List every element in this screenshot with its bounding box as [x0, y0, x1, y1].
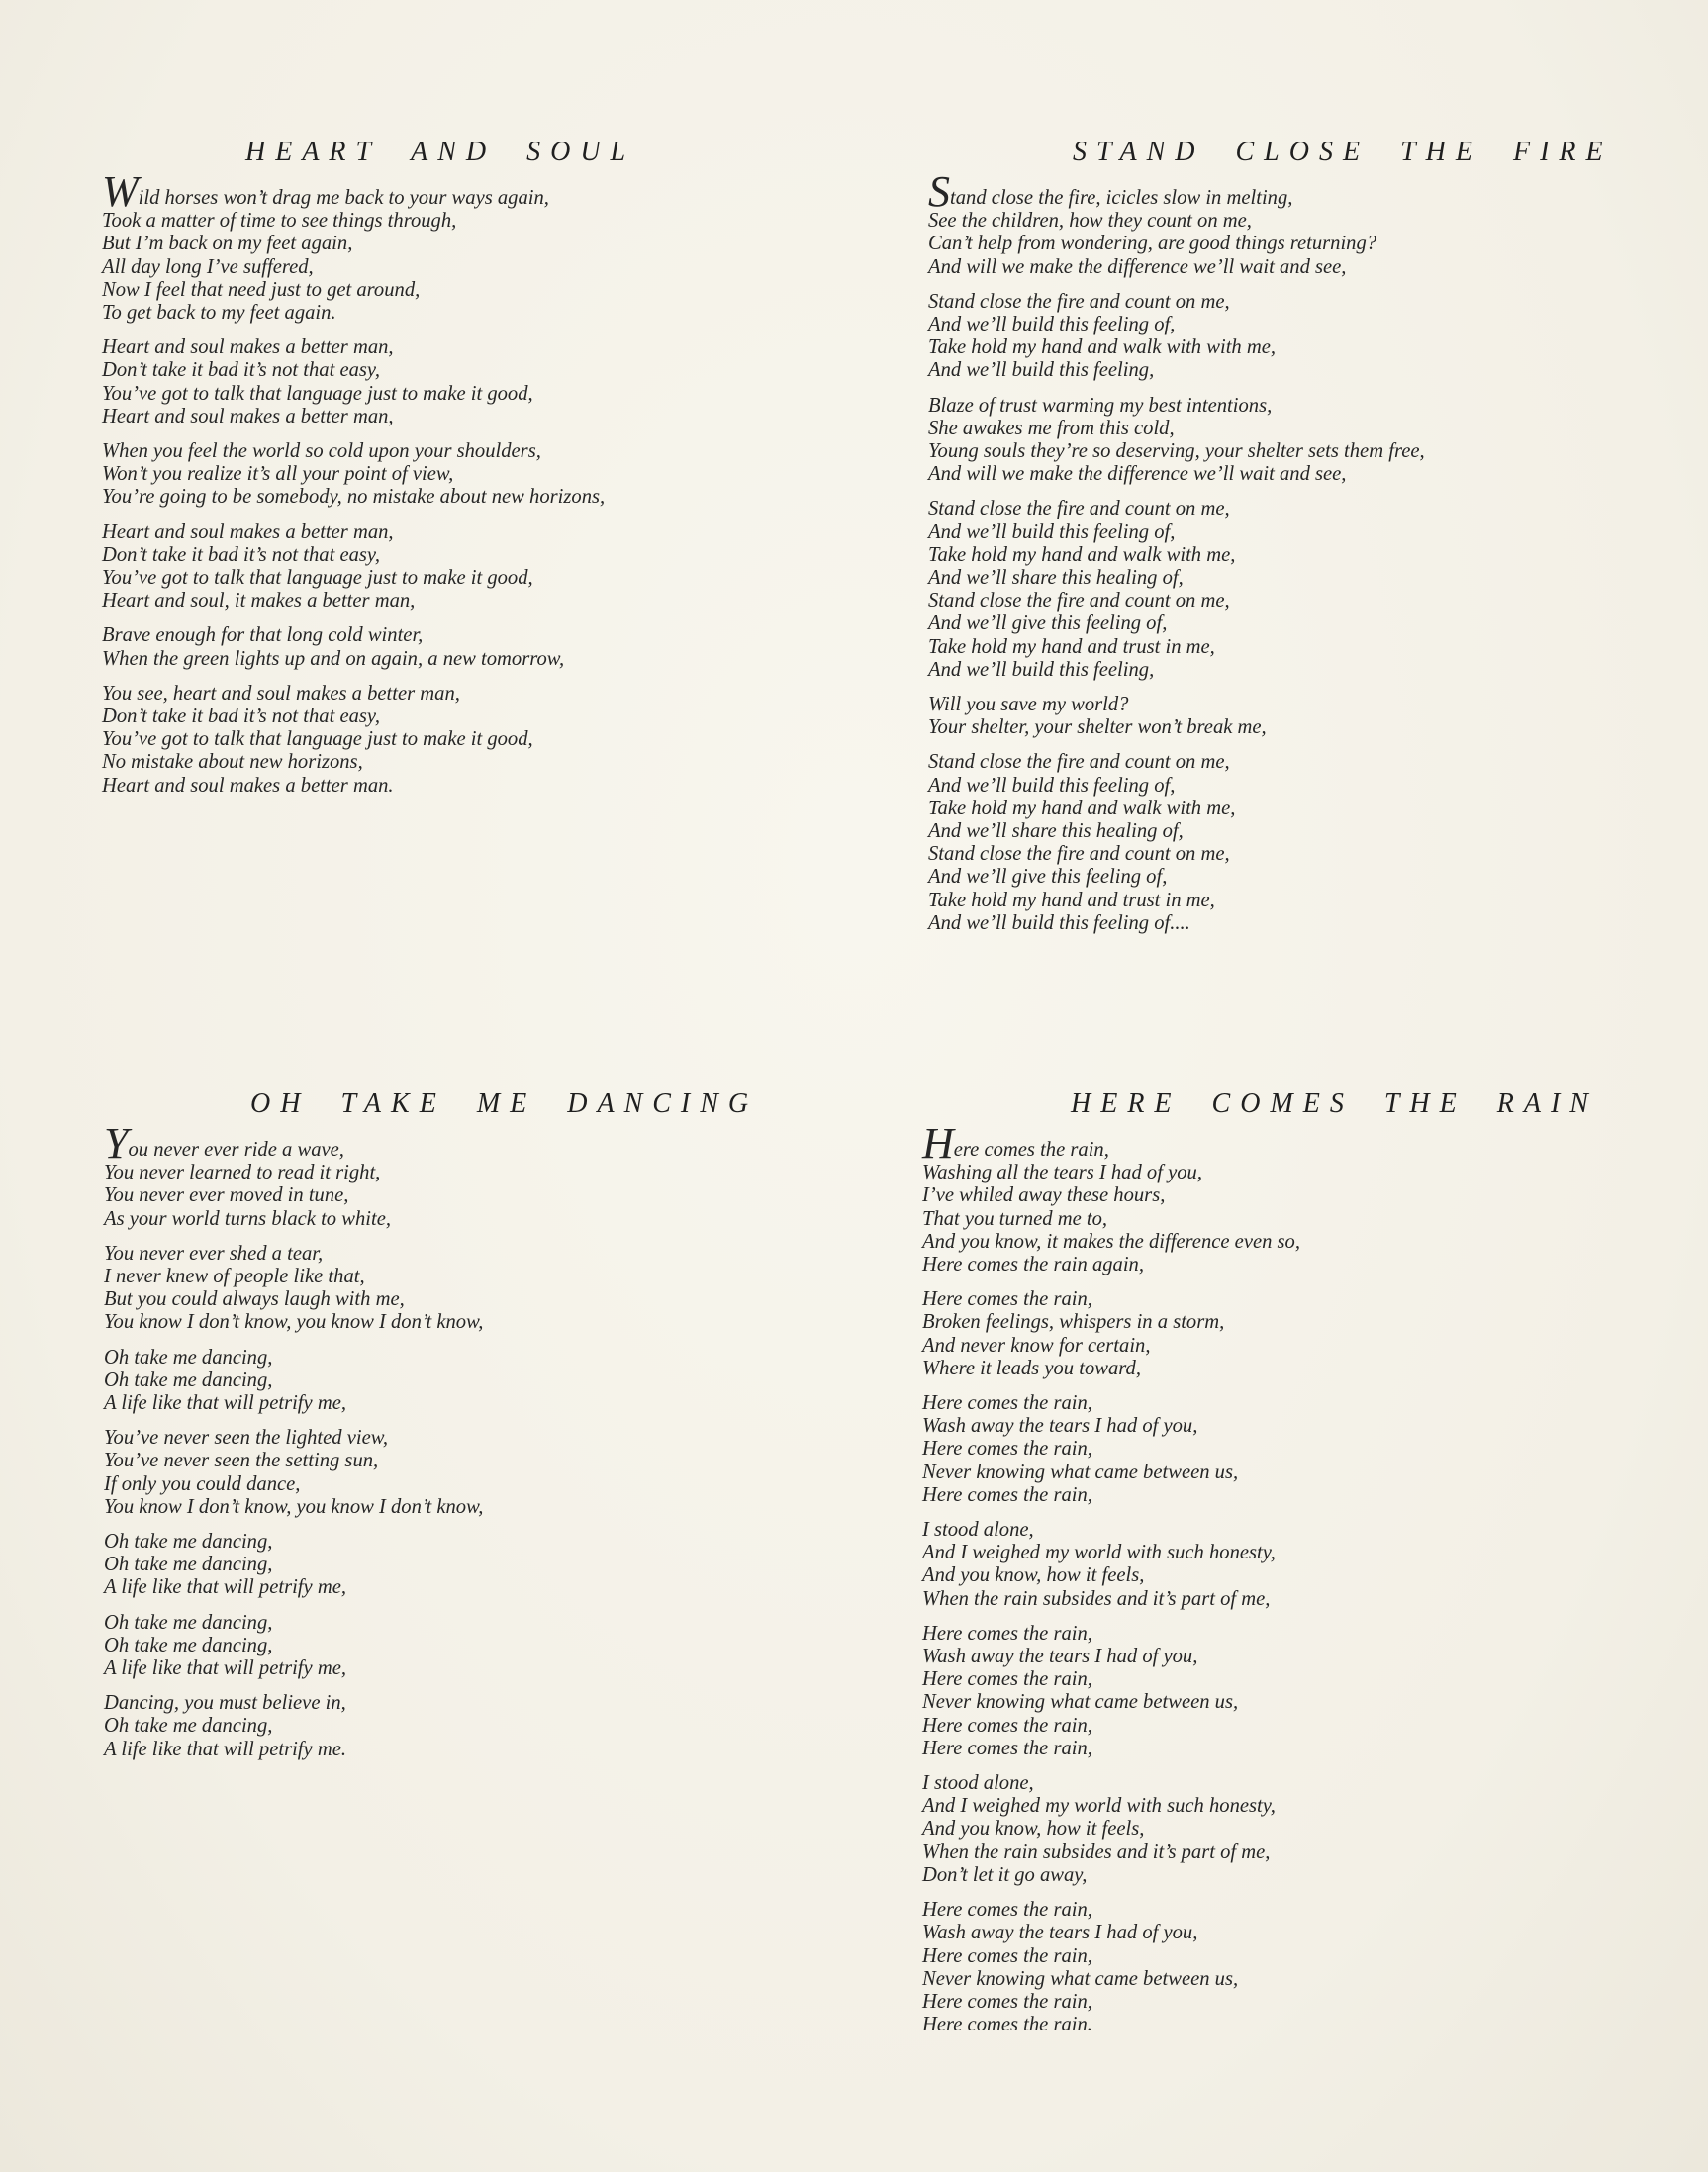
lyric-line: You see, heart and soul makes a better man, — [102, 682, 460, 705]
lyric-line: You never ever moved in tune, — [104, 1184, 349, 1207]
song-lyrics — [928, 167, 1613, 935]
lyric-line: I never knew of people like that, — [104, 1266, 365, 1288]
lyric-line: You’re going to be somebody, no mistake about new horizons, — [102, 486, 606, 509]
lyric-line: Heart and soul, it makes a better man, — [102, 590, 416, 613]
stanza — [928, 694, 1613, 739]
lyric-line: And we’ll build this feeling, — [928, 658, 1155, 681]
lyric-line: No mistake about new horizons, — [102, 751, 363, 774]
song-lyrics — [102, 167, 635, 798]
lyric-line: And we’ll share this healing of, — [928, 567, 1184, 590]
lyric-line: And we’ll build this feeling of.... — [928, 911, 1190, 934]
lyric-line: Oh take me dancing, — [104, 1634, 273, 1656]
lyric-line: Stand close the fire and count on me, — [928, 843, 1230, 866]
lyric-line: A life like that will petrify me, — [104, 1392, 346, 1415]
lyric-line: Took a matter of time to see things through, — [102, 210, 457, 233]
lyric-line: Never knowing what came between us, — [922, 1461, 1239, 1483]
drop-cap: W — [102, 167, 139, 216]
lyric-line: But I’m back on my feet again, — [102, 233, 353, 255]
lyric-line: That you turned me to, — [922, 1207, 1108, 1230]
lyric-line: And we’ll build this feeling, — [928, 359, 1155, 382]
lyric-line: Dancing, you must believe in, — [104, 1692, 346, 1715]
lyric-line: And never know for certain, — [922, 1334, 1151, 1357]
stanza — [104, 1119, 758, 1231]
lyric-line: Brave enough for that long cold winter, — [102, 624, 424, 647]
lyric-line: You never learned to read it right, — [104, 1162, 381, 1184]
stanza — [922, 1119, 1598, 1276]
lyric-line: Oh take me dancing, — [104, 1369, 273, 1391]
stanza — [922, 1392, 1598, 1507]
lyric-line: Here comes the rain, — [922, 1899, 1092, 1922]
stanza — [102, 624, 635, 670]
lyric-line: Will you save my world? — [928, 694, 1129, 716]
song-oh-take-me-dancing — [104, 1088, 758, 1773]
lyric-line: If only you could dance, — [104, 1472, 301, 1495]
lyric-line: Here comes the rain, — [922, 1119, 1109, 1168]
lyric-line: You’ve got to talk that language just to make it good, — [102, 728, 533, 751]
lyric-line: Don’t take it bad it’s not that easy, — [102, 359, 381, 382]
lyric-line: Wash away the tears I had of you, — [922, 1415, 1198, 1438]
stanza — [104, 1347, 758, 1416]
stanza — [102, 683, 635, 798]
lyric-line: Heart and soul makes a better man, — [102, 405, 394, 427]
lyric-line: And I weighed my world with such honesty, — [922, 1542, 1276, 1564]
lyric-line: Wash away the tears I had of you, — [922, 1646, 1198, 1668]
lyric-line: Now I feel that need just to get around, — [102, 278, 421, 301]
drop-cap: S — [928, 167, 950, 216]
stanza — [102, 167, 635, 325]
lyric-line: And you know, how it feels, — [922, 1564, 1145, 1587]
song-lyrics — [922, 1119, 1598, 2036]
lyric-line: When the rain subsides and it’s part of me, — [922, 1587, 1271, 1610]
lyric-line: Never knowing what came between us, — [922, 1967, 1239, 1990]
lyric-line: Oh take me dancing, — [104, 1715, 273, 1738]
lyric-line: Here comes the rain, — [922, 1737, 1092, 1759]
lyric-line: A life like that will petrify me. — [104, 1738, 346, 1760]
song-title: OH TAKE ME DANCING — [250, 1088, 759, 1119]
stanza — [928, 498, 1613, 682]
lyric-line: Heart and soul makes a better man, — [102, 336, 394, 359]
lyric-line: You’ve got to talk that language just to make it good, — [102, 382, 533, 405]
song-title: HEART AND SOUL — [245, 137, 636, 167]
lyric-line: When the green lights up and on again, a new tomorrow, — [102, 647, 565, 670]
lyric-line: Heart and soul makes a better man, — [102, 520, 394, 543]
stanza — [104, 1427, 758, 1519]
lyric-line: Here comes the rain, — [922, 1714, 1092, 1737]
lyric-line: You never ever ride a wave, — [104, 1119, 344, 1168]
lyric-line: And I weighed my world with such honesty, — [922, 1795, 1276, 1818]
lyric-line: And you know, how it feels, — [922, 1818, 1145, 1841]
lyric-line: You’ve never seen the setting sun, — [104, 1450, 379, 1472]
stanza — [922, 1899, 1598, 2036]
lyric-line: A life like that will petrify me, — [104, 1576, 346, 1599]
lyric-line: You’ve never seen the lighted view, — [104, 1427, 389, 1450]
drop-cap: H — [922, 1119, 954, 1168]
lyric-line: I stood alone, — [922, 1772, 1034, 1795]
lyric-line: You’ve got to talk that language just to make it good, — [102, 567, 533, 590]
lyric-line: And will we make the difference we’ll wait and see, — [928, 463, 1347, 486]
lyric-line: Here comes the rain, — [922, 1438, 1092, 1461]
lyric-line: When the rain subsides and it’s part of me, — [922, 1841, 1271, 1863]
lyric-line: Here comes the rain, — [922, 1668, 1092, 1691]
lyric-line: Take hold my hand and trust in me, — [928, 635, 1215, 658]
stanza — [928, 395, 1613, 487]
lyric-line: Stand close the fire and count on me, — [928, 498, 1230, 520]
drop-cap: Y — [104, 1119, 129, 1168]
lyric-line: Here comes the rain, — [922, 1944, 1092, 1967]
lyric-line: Where it leads you toward, — [922, 1357, 1141, 1379]
lyric-line: Don’t take it bad it’s not that easy, — [102, 706, 381, 728]
lyric-line: Here comes the rain, — [922, 1288, 1092, 1311]
stanza — [922, 1288, 1598, 1380]
lyric-line: Won’t you realize it’s all your point of view, — [102, 463, 454, 486]
lyric-line: When you feel the world so cold upon your shoulders, — [102, 440, 541, 463]
lyric-line: And we’ll build this feeling of, — [928, 774, 1176, 797]
lyric-line: Young souls they’re so deserving, your shelter sets them free, — [928, 440, 1425, 463]
stanza — [104, 1692, 758, 1761]
lyric-line: Blaze of trust warming my best intentions, — [928, 394, 1273, 417]
lyric-line: Stand close the fire and count on me, — [928, 290, 1230, 313]
lyric-line: And we’ll give this feeling of, — [928, 866, 1168, 889]
lyric-line: Here comes the rain, — [922, 1392, 1092, 1415]
stanza — [104, 1243, 758, 1335]
lyric-line: Wash away the tears I had of you, — [922, 1922, 1198, 1944]
stanza — [102, 440, 635, 510]
song-lyrics — [104, 1119, 758, 1761]
song-heart-and-soul — [102, 137, 635, 809]
stanza — [928, 291, 1613, 383]
song-stand-close-the-fire — [928, 137, 1613, 947]
lyric-line: To get back to my feet again. — [102, 302, 336, 325]
lyric-line: Here comes the rain again, — [922, 1254, 1145, 1276]
lyric-line: Take hold my hand and walk with with me, — [928, 336, 1277, 359]
lyric-line: Never knowing what came between us, — [922, 1691, 1239, 1714]
lyric-line: You know I don’t know, you know I don’t know, — [104, 1311, 484, 1334]
lyric-line: Stand close the fire and count on me, — [928, 751, 1230, 774]
lyric-line: Can’t help from wondering, are good things returning? — [928, 233, 1377, 255]
lyric-line: Don’t take it bad it’s not that easy, — [102, 543, 381, 566]
lyric-line: Here comes the rain, — [922, 1483, 1092, 1506]
lyric-line: Stand close the fire and count on me, — [928, 590, 1230, 613]
lyric-line: Washing all the tears I had of you, — [922, 1162, 1202, 1184]
stanza — [928, 751, 1613, 935]
lyric-line: Here comes the rain. — [922, 2014, 1092, 2036]
lyric-line: And we’ll share this healing of, — [928, 820, 1184, 843]
lyric-line: I stood alone, — [922, 1519, 1034, 1542]
stanza — [102, 521, 635, 614]
lyric-line: A life like that will petrify me, — [104, 1657, 346, 1680]
stanza — [928, 167, 1613, 279]
lyric-line: Oh take me dancing, — [104, 1346, 273, 1369]
stanza — [922, 1519, 1598, 1611]
lyric-line: Take hold my hand and trust in me, — [928, 889, 1215, 911]
stanza — [922, 1623, 1598, 1760]
lyric-line: Here comes the rain, — [922, 1990, 1092, 2013]
stanza — [104, 1531, 758, 1600]
lyric-line: See the children, how they count on me, — [928, 210, 1252, 233]
lyric-line: Take hold my hand and walk with me, — [928, 797, 1236, 819]
lyric-line: As your world turns black to white, — [104, 1207, 392, 1230]
lyric-line: Broken feelings, whispers in a storm, — [922, 1311, 1225, 1334]
lyric-line: Stand close the fire, icicles slow in melting, — [928, 167, 1293, 216]
lyric-line: Take hold my hand and walk with me, — [928, 543, 1236, 566]
song-title: HERE COMES THE RAIN — [1071, 1088, 1598, 1119]
lyric-line: Wild horses won’t drag me back to your ways again, — [102, 167, 549, 216]
lyric-line: And you know, it makes the difference even so, — [922, 1230, 1300, 1253]
song-title: STAND CLOSE THE FIRE — [1073, 137, 1613, 167]
lyric-line: And we’ll build this feeling of, — [928, 314, 1176, 336]
lyric-line: Oh take me dancing, — [104, 1554, 273, 1576]
stanza — [102, 336, 635, 428]
lyric-line: You know I don’t know, you know I don’t know, — [104, 1495, 484, 1518]
lyric-line: I’ve whiled away these hours, — [922, 1184, 1166, 1207]
lyric-line: And we’ll give this feeling of, — [928, 613, 1168, 635]
stanza — [922, 1772, 1598, 1887]
lyric-line: She awakes me from this cold, — [928, 417, 1175, 439]
lyric-line: Don’t let it go away, — [922, 1863, 1088, 1886]
lyric-line: Your shelter, your shelter won’t break me, — [928, 716, 1267, 739]
lyric-line: You never ever shed a tear, — [104, 1242, 324, 1265]
lyric-line: Oh take me dancing, — [104, 1611, 273, 1634]
song-here-comes-the-rain — [922, 1088, 1598, 2048]
lyric-line: All day long I’ve suffered, — [102, 255, 314, 278]
stanza — [104, 1612, 758, 1681]
lyric-line: Oh take me dancing, — [104, 1531, 273, 1554]
lyric-line: Here comes the rain, — [922, 1622, 1092, 1645]
lyric-line: And will we make the difference we’ll wait and see, — [928, 255, 1347, 278]
lyric-line: Heart and soul makes a better man. — [102, 774, 394, 797]
lyric-line: And we’ll build this feeling of, — [928, 520, 1176, 543]
lyric-line: But you could always laugh with me, — [104, 1288, 405, 1311]
